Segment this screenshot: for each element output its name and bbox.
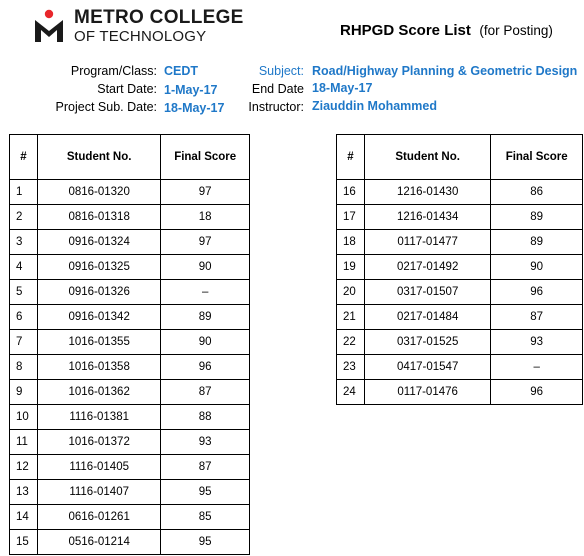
table-row [337, 280, 583, 305]
table-row [10, 305, 250, 330]
row-final-score: 87 [491, 305, 583, 330]
row-student-no: 0117-01477 [364, 230, 490, 255]
row-index: 13 [10, 480, 38, 505]
row-final-score: 95 [161, 480, 250, 505]
table-row [337, 230, 583, 255]
row-final-score: 93 [491, 330, 583, 355]
header-index: # [337, 135, 365, 180]
table-header-row [337, 135, 583, 180]
row-index: 24 [337, 380, 365, 405]
project-date-label: Project Sub. Date: [55, 100, 157, 114]
row-index: 15 [10, 530, 38, 555]
row-student-no: 0916-01326 [37, 280, 160, 305]
row-final-score: 89 [491, 230, 583, 255]
row-final-score: 87 [161, 380, 250, 405]
table-row [10, 405, 250, 430]
row-student-no: 0916-01325 [37, 255, 160, 280]
row-index: 6 [10, 305, 38, 330]
program-label: Program/Class: [70, 64, 157, 78]
header-index: # [10, 135, 38, 180]
row-student-no: 1016-01358 [37, 355, 160, 380]
table-row [337, 205, 583, 230]
row-student-no: 0417-01547 [364, 355, 490, 380]
row-student-no: 0317-01525 [364, 330, 490, 355]
row-student-no: 0217-01484 [364, 305, 490, 330]
title-sub: (for Posting) [479, 23, 553, 38]
row-final-score: 89 [161, 305, 250, 330]
row-index: 2 [10, 205, 38, 230]
row-student-no: 0516-01214 [37, 530, 160, 555]
logo-line2: OF TECHNOLOGY [74, 28, 207, 45]
row-student-no: 1116-01381 [37, 405, 160, 430]
row-index: 11 [10, 430, 38, 455]
row-student-no: 1116-01407 [37, 480, 160, 505]
instructor-value: Ziauddin Mohammed [312, 99, 437, 113]
start-date-label: Start Date: [97, 82, 157, 96]
row-index: 7 [10, 330, 38, 355]
row-student-no: 1016-01372 [37, 430, 160, 455]
row-final-score: 96 [491, 380, 583, 405]
table-row [10, 380, 250, 405]
row-student-no: 0916-01342 [37, 305, 160, 330]
row-final-score: 97 [161, 230, 250, 255]
row-final-score: 96 [491, 280, 583, 305]
table-row [10, 505, 250, 530]
row-final-score: 18 [161, 205, 250, 230]
row-index: 12 [10, 455, 38, 480]
page-title [340, 22, 553, 40]
table-body-right [337, 180, 583, 405]
row-student-no: 0816-01318 [37, 205, 160, 230]
program-value: CEDT [164, 64, 199, 78]
table-row [10, 255, 250, 280]
table-row [10, 330, 250, 355]
table-header-row [10, 135, 250, 180]
row-index: 10 [10, 405, 38, 430]
table-row [337, 380, 583, 405]
table-body-left [10, 180, 250, 555]
row-final-score: 97 [161, 180, 250, 205]
row-student-no: 0916-01324 [37, 230, 160, 255]
logo-line1: METRO COLLEGE [74, 7, 244, 28]
row-index: 21 [337, 305, 365, 330]
row-final-score: 90 [161, 330, 250, 355]
row-index: 9 [10, 380, 38, 405]
row-final-score: 90 [491, 255, 583, 280]
start-date-value: 1-May-17 [164, 83, 218, 97]
table-row [10, 230, 250, 255]
row-index: 16 [337, 180, 365, 205]
row-index: 14 [10, 505, 38, 530]
row-index: 5 [10, 280, 38, 305]
row-student-no: 0217-01492 [364, 255, 490, 280]
row-student-no: 1016-01362 [37, 380, 160, 405]
row-final-score: 87 [161, 455, 250, 480]
row-student-no: 0317-01507 [364, 280, 490, 305]
table-row [337, 330, 583, 355]
row-final-score: 96 [161, 355, 250, 380]
subject-label: Subject: [258, 64, 304, 78]
row-index: 19 [337, 255, 365, 280]
row-student-no: 1216-01430 [364, 180, 490, 205]
header-final-score: Final Score [491, 135, 583, 180]
instructor-label: Instructor: [248, 100, 304, 114]
project-date-value: 18-May-17 [164, 101, 225, 115]
row-student-no: 1216-01434 [364, 205, 490, 230]
table-row [10, 455, 250, 480]
table-row [337, 355, 583, 380]
end-date-value: 18-May-17 [312, 81, 373, 95]
row-final-score: – [161, 280, 250, 305]
header-student-no: Student No. [37, 135, 160, 180]
row-index: 4 [10, 255, 38, 280]
row-final-score: 85 [161, 505, 250, 530]
table-row [337, 305, 583, 330]
table-row [10, 355, 250, 380]
header-final-score: Final Score [161, 135, 250, 180]
table-row [10, 205, 250, 230]
table-row [10, 180, 250, 205]
row-index: 22 [337, 330, 365, 355]
row-final-score: 90 [161, 255, 250, 280]
row-final-score: 93 [161, 430, 250, 455]
end-date-label: End Date [251, 82, 304, 96]
row-index: 23 [337, 355, 365, 380]
row-final-score: – [491, 355, 583, 380]
row-student-no: 0117-01476 [364, 380, 490, 405]
table-row [10, 480, 250, 505]
table-row [10, 530, 250, 555]
table-row [10, 430, 250, 455]
table-row [337, 255, 583, 280]
row-final-score: 86 [491, 180, 583, 205]
row-index: 18 [337, 230, 365, 255]
row-final-score: 95 [161, 530, 250, 555]
row-index: 1 [10, 180, 38, 205]
table-row [337, 180, 583, 205]
subject-value: Road/Highway Planning & Geometric Design [312, 64, 578, 78]
college-logo-icon [33, 9, 65, 43]
title-main: RHPGD Score List [340, 22, 471, 39]
row-student-no: 0616-01261 [37, 505, 160, 530]
row-index: 8 [10, 355, 38, 380]
row-index: 17 [337, 205, 365, 230]
row-index: 3 [10, 230, 38, 255]
row-student-no: 1116-01405 [37, 455, 160, 480]
row-final-score: 89 [491, 205, 583, 230]
row-index: 20 [337, 280, 365, 305]
row-student-no: 0816-01320 [37, 180, 160, 205]
score-table-left [9, 134, 250, 555]
table-row [10, 280, 250, 305]
row-student-no: 1016-01355 [37, 330, 160, 355]
row-final-score: 88 [161, 405, 250, 430]
college-logo [33, 7, 243, 43]
header-student-no: Student No. [364, 135, 490, 180]
score-table-right [336, 134, 583, 405]
